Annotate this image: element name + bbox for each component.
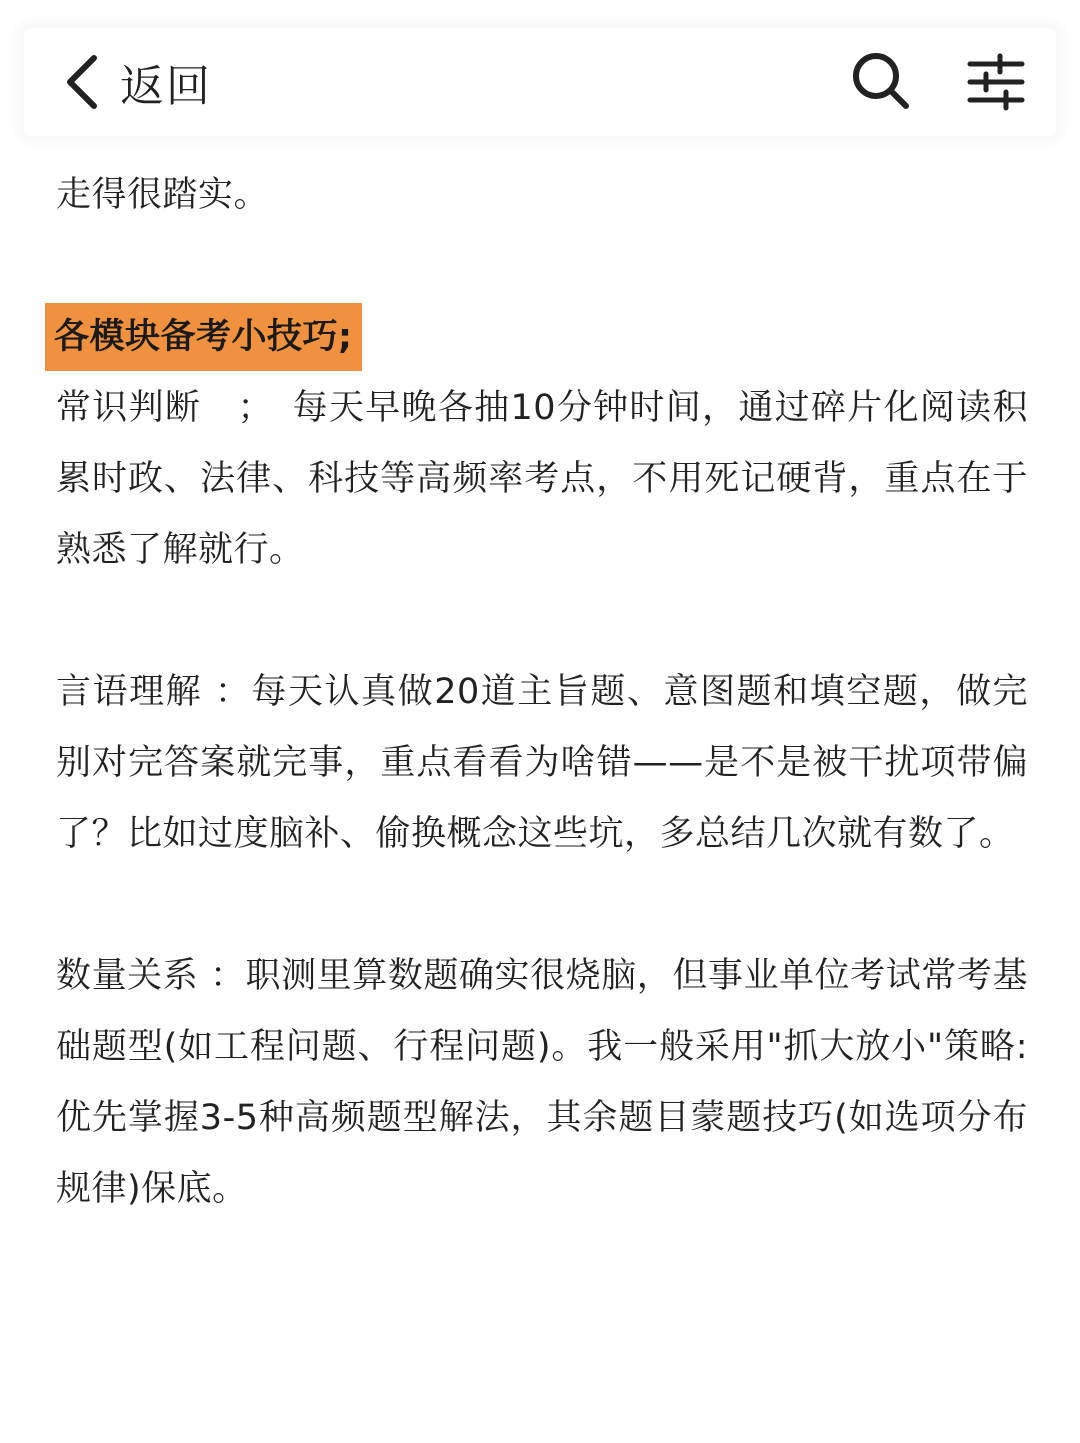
paragraph-gap <box>56 231 1028 302</box>
paragraph-gap <box>56 870 1028 941</box>
sliders-icon <box>964 99 1028 118</box>
search-icon <box>850 99 914 118</box>
article-body <box>56 160 1028 1225</box>
back-label: 返回 <box>120 61 212 112</box>
paragraph-gap <box>56 586 1028 657</box>
verbal-paragraph: 言语理解 ：每天认真做20道主旨题、意图题和填空题，做完别对完答案就完事，重点看看为啥错——是不是被干扰项带偏了？比如过度脑补、偷换概念这些坑，多总结几次就有数了。 <box>56 672 1028 854</box>
back-button[interactable] <box>64 50 212 114</box>
top-navigation-bar <box>24 28 1056 136</box>
search-button[interactable] <box>850 50 914 114</box>
math-paragraph: 数量关系 ：职测里算数题确实很烧脑，但事业单位考试常考基础题型(如工程问题、行程问题)。我一般采用"抓大放小"策略:优先掌握3-5种高频题型解法，其余题目蒙题技巧(如选项分布规律)保底。 <box>56 956 1028 1209</box>
filter-button[interactable] <box>964 50 1028 114</box>
common-sense-paragraph: 常识判断 ； 每天早晚各抽10分钟时间，通过碎片化阅读积累时政、法律、科技等高频率考点，不用死记硬背，重点在于熟悉了解就行。 <box>56 388 1028 570</box>
section-heading: 各模块备考小技巧; <box>45 303 362 371</box>
intro-paragraph: 走得很踏实。 <box>56 175 270 215</box>
chevron-left-icon <box>64 54 100 110</box>
section-heading-row <box>56 302 1028 373</box>
